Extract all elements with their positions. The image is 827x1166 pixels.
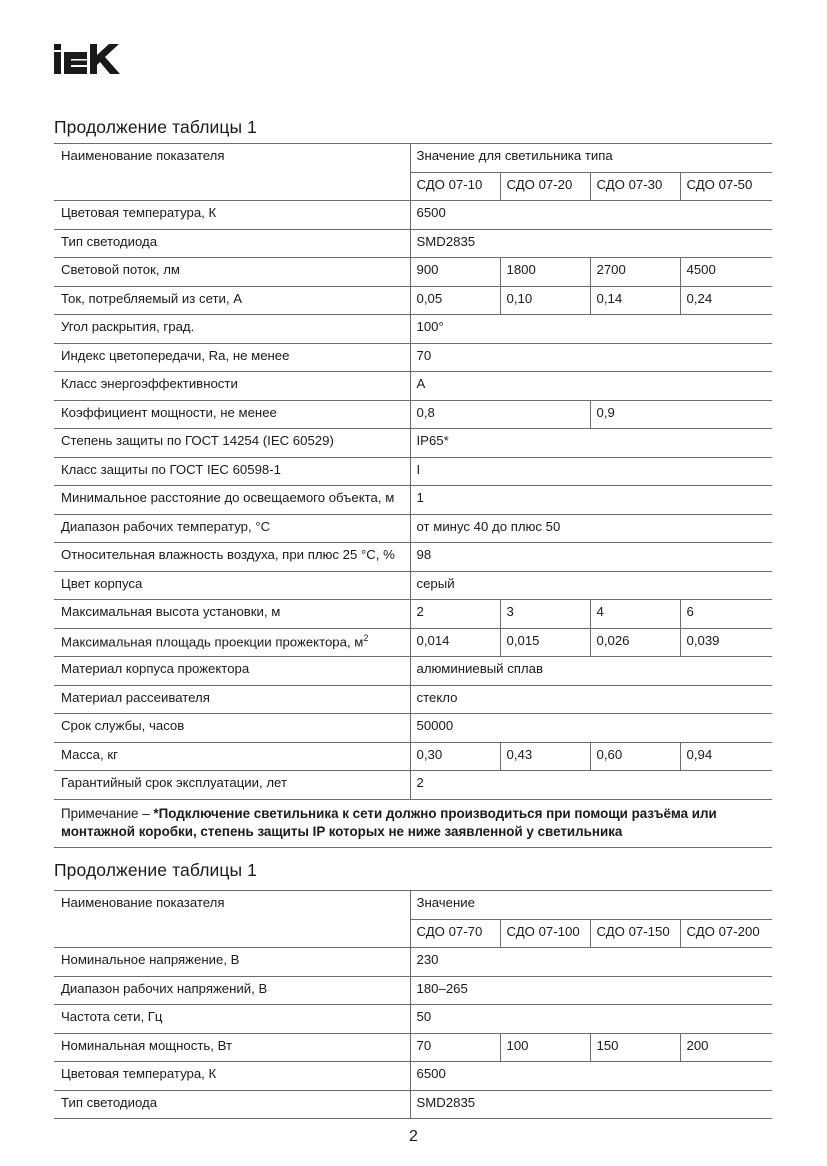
type-cell: СДО 07-150 xyxy=(590,919,680,948)
spec-table-2 xyxy=(54,890,772,1119)
param-name-text: Материал корпуса прожектора xyxy=(61,661,250,676)
param-name xyxy=(54,372,410,401)
value-cell: 6500 xyxy=(410,1062,772,1091)
type-cell: СДО 07-10 xyxy=(410,172,500,201)
value-cell: алюминиевый сплав xyxy=(410,657,772,686)
param-name-text: Коэффициент мощности, не менее xyxy=(61,404,277,420)
table-row xyxy=(54,543,772,572)
param-name-text: Цветовая температура, К xyxy=(61,1066,217,1081)
value-cell: 98 xyxy=(410,543,772,572)
value-cell: 3 xyxy=(500,600,590,629)
table-row xyxy=(54,571,772,600)
table-row xyxy=(54,372,772,401)
value-cell: 4 xyxy=(590,600,680,629)
param-name-text: Частота сети, Гц xyxy=(61,1009,163,1024)
value-cell: 200 xyxy=(680,1033,772,1062)
page-number: 2 xyxy=(409,1128,418,1145)
param-name xyxy=(54,628,410,657)
value-cell: 1800 xyxy=(500,258,590,287)
value-cell: 0,14 xyxy=(590,286,680,315)
param-name xyxy=(54,514,410,543)
param-name-text: Номинальное напряжение, В xyxy=(61,952,240,967)
table-row xyxy=(54,1062,772,1091)
param-name xyxy=(54,571,410,600)
value-cell: 2700 xyxy=(590,258,680,287)
value-cell: 0,60 xyxy=(590,742,680,771)
value-cell: 100° xyxy=(410,315,772,344)
value-cell: 0,94 xyxy=(680,742,772,771)
table-row xyxy=(54,771,772,800)
value-cell: 150 xyxy=(590,1033,680,1062)
value-cell: 6 xyxy=(680,600,772,629)
table-row xyxy=(54,714,772,743)
param-name xyxy=(54,1033,410,1062)
table-row xyxy=(54,742,772,771)
param-name xyxy=(54,1090,410,1119)
table-row xyxy=(54,948,772,977)
table-note xyxy=(54,799,772,847)
value-cell: 0,8 xyxy=(410,400,590,429)
param-name xyxy=(54,258,410,287)
iek-logo xyxy=(54,40,134,74)
table-row xyxy=(54,486,772,515)
value-cell: от минус 40 до плюс 50 xyxy=(410,514,772,543)
value-cell: 100 xyxy=(500,1033,590,1062)
table1-caption: Продолжение таблицы 1 xyxy=(54,117,257,137)
param-name-text: Срок службы, часов xyxy=(61,718,185,733)
table-row xyxy=(54,400,772,429)
table-row xyxy=(54,343,772,372)
value-cell: A xyxy=(410,372,772,401)
table-row xyxy=(54,229,772,258)
param-name xyxy=(54,657,410,686)
param-name-text: Индекс цветопередачи, Ra, не менее xyxy=(61,347,290,363)
table-row xyxy=(54,315,772,344)
param-name-text: Минимальное расстояние до освещаемого объекта, м xyxy=(61,490,395,505)
header-row xyxy=(54,144,772,173)
param-name-text: Гарантийный срок эксплуатации, лет xyxy=(61,775,287,790)
type-cell: СДО 07-70 xyxy=(410,919,500,948)
param-name xyxy=(54,429,410,458)
value-cell: IP65* xyxy=(410,429,772,458)
table-row xyxy=(54,514,772,543)
note-prefix: Примечание – xyxy=(61,805,154,821)
param-name-text: Диапазон рабочих напряжений, В xyxy=(61,980,268,996)
param-name-sup: 2 xyxy=(363,632,369,643)
param-name xyxy=(54,1005,410,1034)
value-cell: 50 xyxy=(410,1005,772,1034)
param-name xyxy=(54,948,410,977)
param-name xyxy=(54,742,410,771)
value-cell: 2 xyxy=(410,600,500,629)
value-cell: 0,24 xyxy=(680,286,772,315)
param-name-text: Цветовая температура, К xyxy=(61,205,217,220)
type-cell: СДО 07-100 xyxy=(500,919,590,948)
value-cell: 900 xyxy=(410,258,500,287)
table-row xyxy=(54,457,772,486)
value-cell: 0,43 xyxy=(500,742,590,771)
param-name-text: Диапазон рабочих температур, °С xyxy=(61,518,271,534)
value-cell: SMD2835 xyxy=(410,1090,772,1119)
param-name xyxy=(54,343,410,372)
note-text: *Подключение светильника к сети должно производиться при помощи разъёма или монтажной коробки, степень защиты IP которых не ниже заявленной у светильника xyxy=(61,805,717,839)
table-row xyxy=(54,976,772,1005)
value-header: Значение для светильника типа xyxy=(410,144,772,173)
param-name-text: Материал рассеивателя xyxy=(61,689,210,705)
value-cell: 4500 xyxy=(680,258,772,287)
value-cell: 0,30 xyxy=(410,742,500,771)
param-name xyxy=(54,1062,410,1091)
value-cell: SMD2835 xyxy=(410,229,772,258)
param-name-text: Номинальная мощность, Вт xyxy=(61,1037,232,1053)
param-name xyxy=(54,286,410,315)
param-name-text: Максимальная площадь проекции прожектора, м xyxy=(61,633,364,649)
param-name xyxy=(54,600,410,629)
param-name xyxy=(54,685,410,714)
value-cell: 70 xyxy=(410,343,772,372)
value-cell: серый xyxy=(410,571,772,600)
value-cell: 0,015 xyxy=(500,628,590,657)
param-name xyxy=(54,201,410,230)
param-name-text: Тип светодиода xyxy=(61,233,158,249)
type-cell: СДО 07-20 xyxy=(500,172,590,201)
param-name xyxy=(54,457,410,486)
spec-table-1 xyxy=(54,143,772,848)
param-header: Наименование показателя xyxy=(54,144,410,201)
value-cell: 0,05 xyxy=(410,286,500,315)
param-name xyxy=(54,714,410,743)
param-name xyxy=(54,315,410,344)
table-row xyxy=(54,429,772,458)
value-cell: 50000 xyxy=(410,714,772,743)
param-header: Наименование показателя xyxy=(54,891,410,948)
value-cell: 0,10 xyxy=(500,286,590,315)
param-name xyxy=(54,486,410,515)
param-name-text: Максимальная высота установки, м xyxy=(61,604,281,619)
param-name-text: Класс защиты по ГОСТ IEC 60598-1 xyxy=(61,461,281,477)
param-name-text: Степень защиты по ГОСТ 14254 (IEC 60529) xyxy=(61,433,334,448)
param-name-text: Класс энергоэффективности xyxy=(61,376,238,391)
param-name-text: Масса, кг xyxy=(61,746,118,762)
table-row xyxy=(54,1033,772,1062)
param-name xyxy=(54,229,410,258)
value-cell: 2 xyxy=(410,771,772,800)
value-cell: стекло xyxy=(410,685,772,714)
param-name-text: Угол раскрытия, град. xyxy=(61,319,195,334)
value-cell: 6500 xyxy=(410,201,772,230)
table-row xyxy=(54,685,772,714)
table-row xyxy=(54,628,772,657)
value-cell: 0,026 xyxy=(590,628,680,657)
table-row xyxy=(54,286,772,315)
table-row xyxy=(54,1005,772,1034)
type-cell: СДО 07-30 xyxy=(590,172,680,201)
value-cell: 0,039 xyxy=(680,628,772,657)
value-cell: 1 xyxy=(410,486,772,515)
value-cell: 0,9 xyxy=(590,400,772,429)
param-name xyxy=(54,771,410,800)
param-name xyxy=(54,400,410,429)
table-row xyxy=(54,1090,772,1119)
table-row xyxy=(54,258,772,287)
param-name-text: Световой поток, лм xyxy=(61,262,180,277)
param-name-text: Тип светодиода xyxy=(61,1094,158,1110)
table-row xyxy=(54,657,772,686)
table2-caption: Продолжение таблицы 1 xyxy=(54,860,257,880)
param-name-text: Ток, потребляемый из сети, А xyxy=(61,290,243,306)
value-cell: 0,014 xyxy=(410,628,500,657)
param-name-text: Цвет корпуса xyxy=(61,575,143,591)
value-cell: 180–265 xyxy=(410,976,772,1005)
param-name xyxy=(54,976,410,1005)
header-row xyxy=(54,891,772,920)
type-cell: СДО 07-200 xyxy=(680,919,772,948)
value-cell: I xyxy=(410,457,772,486)
param-name xyxy=(54,543,410,572)
param-name-text: Относительная влажность воздуха, при плюс 25 °С, % xyxy=(61,547,395,562)
value-cell: 70 xyxy=(410,1033,500,1062)
type-cell: СДО 07-50 xyxy=(680,172,772,201)
table-row xyxy=(54,201,772,230)
value-cell: 230 xyxy=(410,948,772,977)
table-row xyxy=(54,600,772,629)
note-row xyxy=(54,799,772,847)
value-header: Значение xyxy=(410,891,772,920)
